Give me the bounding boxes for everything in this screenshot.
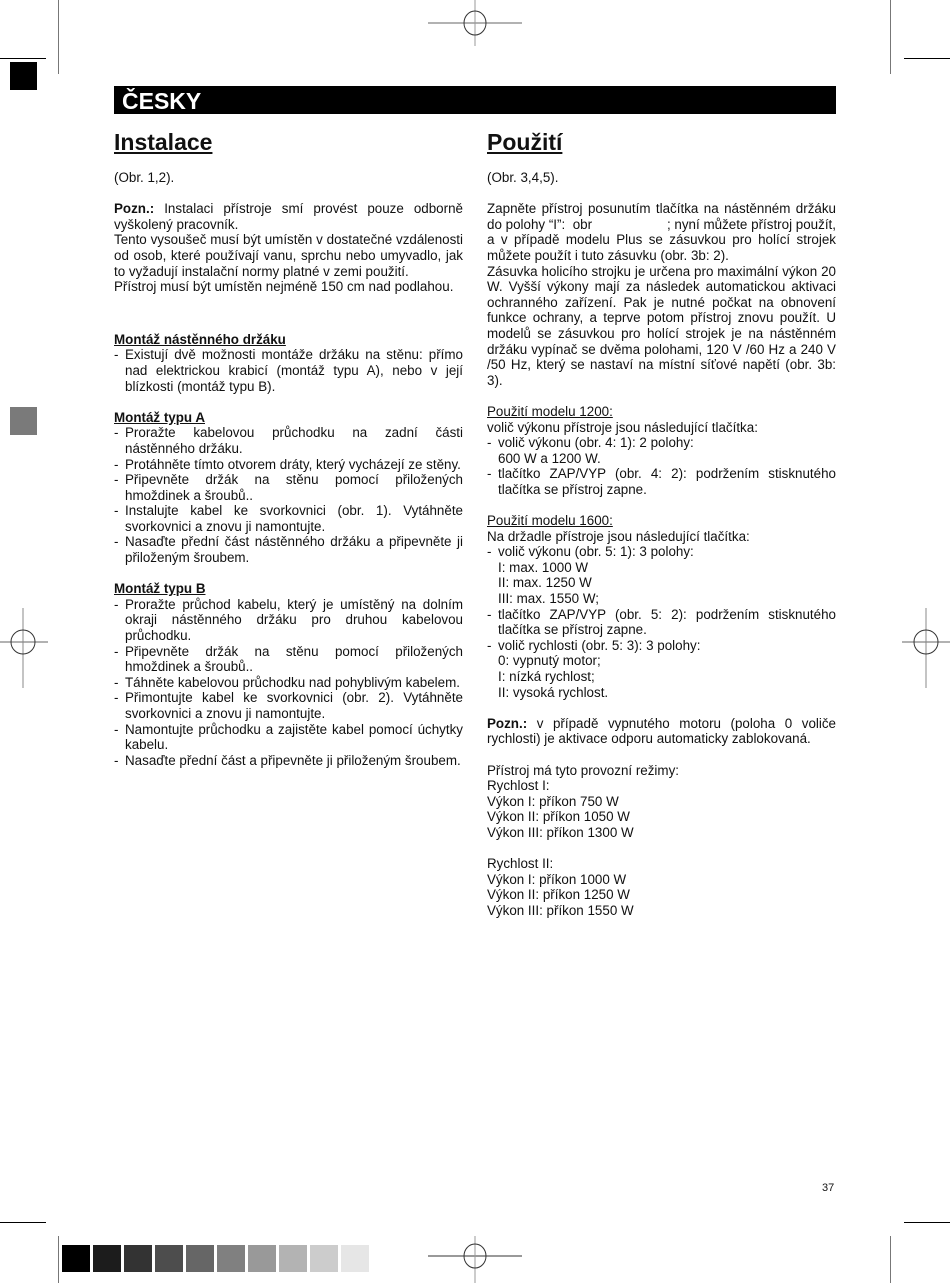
model-1600-intro: Na držadle přístroje jsou následující tlačítka: xyxy=(487,528,750,544)
list-item: - tlačítko ZAP/VYP (obr. 5: 2): podržením stisknutého tlačítka se přístroj zapne. xyxy=(487,607,836,638)
option-line: II: max. 1250 W xyxy=(498,575,592,591)
page-number: 37 xyxy=(822,1182,835,1194)
mode-line: Výkon III: příkon 1550 W xyxy=(487,902,634,918)
gray-swatch xyxy=(310,1245,338,1272)
list-item-subtext: 600 W a 1200 W. xyxy=(498,450,601,466)
side-tab-marker-gray xyxy=(10,407,37,435)
crop-mark xyxy=(0,1222,46,1223)
section-title-usage: Použití xyxy=(487,129,563,155)
model-1200-intro: volič výkonu přístroje jsou následující tlačítka: xyxy=(487,419,758,435)
paragraph: Tento vysoušeč musí být umístěn v dostatečné vzdálenosti od osob, které používají vanu, sprchu nebo umyvadlo, jak to vyžadují instalační normy platné v zemi použití. xyxy=(114,232,463,279)
registration-mark-icon xyxy=(428,0,522,46)
list-item: - Proražte průchod kabelu, který je umístěný na dolním okraji nástěnného držáku pro druhou kabelovou průchodku. xyxy=(114,597,463,644)
option-line: 0: vypnutý motor; xyxy=(498,653,601,669)
registration-mark-icon xyxy=(428,1236,522,1283)
subsection-title-type-b: Montáž typu B xyxy=(114,581,206,597)
list-item xyxy=(487,544,836,606)
list-item: - Přimontujte kabel ke svorkovnici (obr. 2). Vytáhněte svorkovnici a znovu ji namontujte. xyxy=(114,690,463,721)
note-paragraph xyxy=(114,201,463,232)
mode-line: Výkon III: příkon 1300 W xyxy=(487,824,634,840)
gray-swatch xyxy=(155,1245,183,1272)
model-1600-list xyxy=(487,544,836,700)
mode-line: Výkon II: příkon 1250 W xyxy=(487,887,630,903)
subsection-title-type-a: Montáž typu A xyxy=(114,409,205,425)
gray-swatch xyxy=(248,1245,276,1272)
crop-mark xyxy=(890,0,891,74)
subsection-title-model-1600: Použití modelu 1600: xyxy=(487,513,613,529)
option-line: I: nízká rychlost; xyxy=(498,669,595,684)
list-item xyxy=(487,435,836,466)
gray-swatch xyxy=(341,1245,369,1272)
figure-reference: (Obr. 3,4,5). xyxy=(487,170,559,185)
list-item: - Připevněte držák na stěnu pomocí přiložených hmoždinek a šroubů.. xyxy=(114,644,463,675)
mode-line: Výkon II: příkon 1050 W xyxy=(487,809,630,825)
list-item-text: - volič rychlosti (obr. 5: 3): 3 polohy: xyxy=(498,637,701,653)
option-line: I: max. 1000 W xyxy=(498,559,589,575)
type-a-list xyxy=(114,425,463,565)
mode-line: Výkon I: příkon 750 W xyxy=(487,793,619,809)
crop-mark xyxy=(0,58,46,59)
language-header: ČESKY xyxy=(114,86,836,114)
crop-mark xyxy=(58,1236,59,1283)
list-item: - Proražte kabelovou průchodku na zadní části nástěnného držáku. xyxy=(114,425,463,456)
gray-swatch xyxy=(62,1245,90,1272)
color-calibration-bar xyxy=(62,1245,369,1272)
speed-2-label: Rychlost II: xyxy=(487,856,554,872)
crop-mark xyxy=(904,58,950,59)
registration-mark-icon xyxy=(0,594,48,690)
paragraph: Přístroj musí být umístěn nejméně 150 cm nad podlahou. xyxy=(114,279,454,295)
paragraph: Zapněte přístroj posunutím tlačítka na nástěnném držáku do polohy “I”: obr ; nyní můžete přístroj použít, a v případě modelu Plus se zásuvkou pro holící strojek můžete použít i tuto zásuvku (obr. 3b: 2). xyxy=(487,201,840,263)
option-line: III: max. 1550 W; xyxy=(498,591,599,607)
list-item: - Nasaďte přední část a připevněte ji přiloženým šroubem. xyxy=(114,753,463,769)
subsection-title-model-1200: Použití modelu 1200: xyxy=(487,403,613,419)
note-paragraph xyxy=(487,716,836,747)
gray-swatch xyxy=(217,1245,245,1272)
list-item: - tlačítko ZAP/VYP (obr. 4: 2): podržením stisknutého tlačítka se přístroj zapne. xyxy=(487,466,836,497)
crop-mark xyxy=(58,0,59,74)
list-item: - Protáhněte tímto otvorem dráty, který vycházejí ze stěny. xyxy=(114,457,463,473)
list-item-text: - volič výkonu (obr. 5: 1): 3 polohy: xyxy=(498,544,694,560)
gray-swatch xyxy=(279,1245,307,1272)
gray-swatch xyxy=(186,1245,214,1272)
model-1200-list xyxy=(487,435,836,497)
note-label: Pozn.: xyxy=(487,715,528,731)
note-text: v případě vypnutého motoru (poloha 0 voliče rychlosti) je aktivace odporu automaticky zablokovaná. xyxy=(487,715,836,747)
side-tab-marker xyxy=(10,62,37,90)
crop-mark xyxy=(904,1222,950,1223)
gray-swatch xyxy=(93,1245,121,1272)
section-title-installation: Instalace xyxy=(114,129,213,155)
list-item: - Připevněte držák na stěnu pomocí přiložených hmoždinek a šroubů.. xyxy=(114,472,463,503)
figure-reference: (Obr. 1,2). xyxy=(114,170,175,185)
subsection-title-wall-mount: Montáž nástěnného držáku xyxy=(114,331,286,347)
paragraph: Zásuvka holicího strojku je určena pro maximální výkon 20 W. Vyšší výkony mají za následek automatickou aktivaci ochranného zařízení. Pak je nutné počkat na obnovení funkce ochrany, a teprve potom přístroj znovu použít. U modelů se zásuvkou pro holící strojek je na nástěnném držáku vypínač se dvěma polohami, 120 V /60 Hz a 240 V /50 Hz, který se nastaví na místní síťové napětí (obr. 3b: 3). xyxy=(487,263,836,388)
type-b-list xyxy=(114,597,463,769)
mode-line: Výkon I: příkon 1000 W xyxy=(487,871,627,887)
list-item xyxy=(487,638,836,700)
usage-column xyxy=(487,126,840,919)
operating-modes xyxy=(487,763,836,919)
registration-mark-icon xyxy=(902,594,950,690)
gray-swatch xyxy=(124,1245,152,1272)
note-label: Pozn.: xyxy=(114,201,155,217)
option-line: II: vysoká rychlost. xyxy=(498,684,609,700)
list-item-text: - volič výkonu (obr. 4: 1): 2 polohy: xyxy=(498,435,694,451)
list-item: - Existují dvě možnosti montáže držáku na stěnu: přímo nad elektrickou krabicí (montáž typu A), nebo v její blízkosti (montáž typu B). xyxy=(114,347,463,394)
list-item: - Instalujte kabel ke svorkovnici (obr. 1). Vytáhněte svorkovnici a znovu ji namontujte. xyxy=(114,503,463,534)
crop-mark xyxy=(890,1236,891,1283)
speed-1-label: Rychlost I: xyxy=(487,778,550,794)
note-text: Instalaci přístroje smí provést pouze odborně vyškolený pracovník. xyxy=(114,201,463,232)
list-item: - Táhněte kabelovou průchodku nad pohyblivým kabelem. xyxy=(114,675,463,691)
list-item: - Nasaďte přední část nástěnného držáku a připevněte ji přiloženým šroubem. xyxy=(114,534,463,565)
modes-intro: Přístroj má tyto provozní režimy: xyxy=(487,762,679,778)
installation-column xyxy=(114,126,463,768)
list-item: - Namontujte průchodku a zajistěte kabel pomocí úchytky kabelu. xyxy=(114,722,463,753)
wall-mount-list xyxy=(114,347,463,394)
